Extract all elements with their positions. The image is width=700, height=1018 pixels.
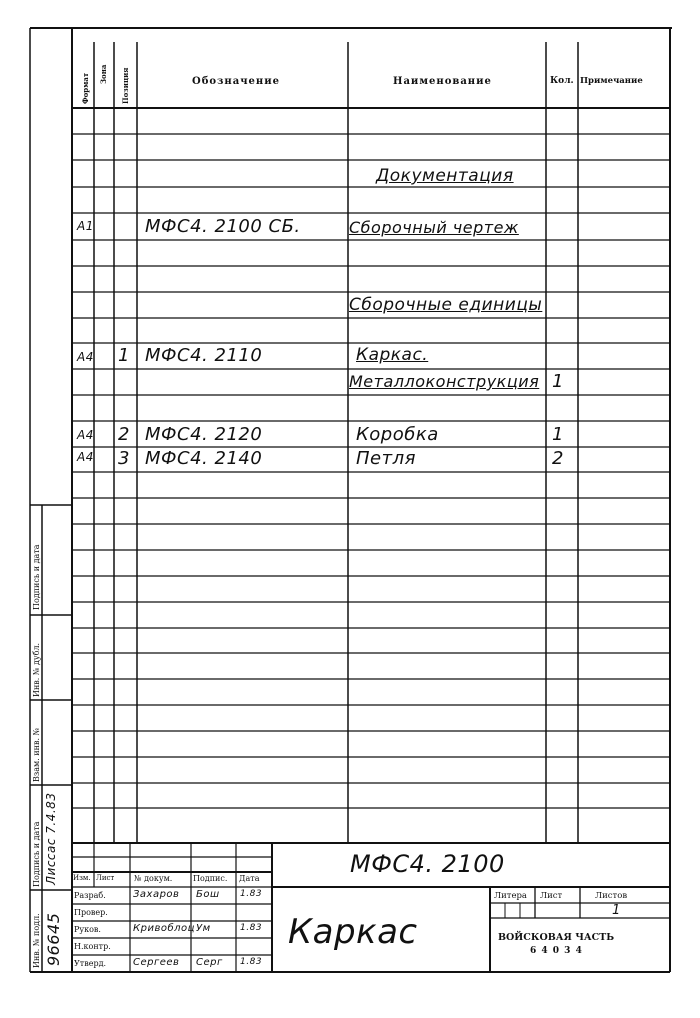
tb-sign: Серг [196,957,223,968]
side-inv-value: 96645 [44,912,63,966]
side-label-sig-date: Подпись и дата [32,544,41,610]
row-format: А1 [77,219,94,233]
tb-name: Кривоблоц [133,923,195,934]
row-format: А4 [77,350,94,364]
tb-date: 1.83 [240,923,263,933]
header-note: Примечание [580,76,643,86]
tb-sign: Бош [196,889,220,900]
tb-role: Утверд. [74,959,107,968]
tb-role: Руков. [74,925,101,934]
header-designation: Обозначение [192,76,281,87]
row-format: А4 [77,450,94,464]
tb-sign: Ум [196,923,211,934]
row-designation: МФС4. 2120 [145,424,263,445]
tb-title: Каркас [288,912,418,952]
tb-date: 1.83 [240,957,263,967]
tb-col-docno: № докум. [134,874,173,883]
tb-name: Сергеев [133,957,180,968]
header-zone: Зона [99,64,108,84]
tb-col-sheet: Лист [96,874,115,882]
tb-role: Н.контр. [74,942,111,951]
row-name: Коробка [356,424,439,445]
row-qty: 2 [552,448,564,469]
header-format: Формат [81,72,90,104]
row-position: 2 [118,424,130,445]
tb-sheet: Лист [540,891,563,901]
tb-role: Разраб. [74,891,106,900]
tb-designation: МФС4. 2100 [350,850,505,878]
tb-org-line2: 6 4 0 3 4 [530,946,583,956]
side-label-replace-inv: Взам. инв. № [32,727,41,782]
row-name: Каркас. [356,345,429,365]
row-name: Сборочный чертеж [349,218,519,237]
row-qty: 1 [552,371,564,392]
row-qty: 1 [552,424,564,445]
tb-name: Захаров [133,889,180,900]
tb-col-sign: Подпис. [193,874,228,883]
row-designation: МФС4. 2100 СБ. [145,216,301,237]
tb-litera: Литера [494,891,527,901]
header-name: Наименование [393,76,492,87]
tb-col-change: Изм. [73,874,91,882]
row-position: 1 [118,345,130,366]
side-sig-value: Лиссас 7.4.83 [44,792,58,885]
row-name: Документация [376,166,514,186]
row-designation: МФС4. 2110 [145,345,263,366]
row-name: Металлоконструкция [349,372,540,391]
tb-sheets: Листов [595,891,628,901]
side-label-inv-orig: Инв. № подл. [32,913,41,968]
side-label-inv-dupl: Инв. № дубл. [32,642,41,697]
row-position: 3 [118,448,130,469]
row-designation: МФС4. 2140 [145,448,263,469]
row-name: Петля [356,448,416,469]
side-label-sig-date-orig: Подпись и дата [32,821,41,887]
tb-org-line1: ВОЙСКОВАЯ ЧАСТЬ [498,932,615,943]
row-format: А4 [77,428,94,442]
tb-col-date: Дата [239,874,260,883]
tb-sheets-value: 1 [612,903,621,918]
header-position: Позиция [121,67,130,104]
tb-role: Провер. [74,908,108,917]
row-name: Сборочные единицы [349,295,543,315]
header-qty: Кол. [550,76,574,86]
tb-date: 1.83 [240,889,263,899]
